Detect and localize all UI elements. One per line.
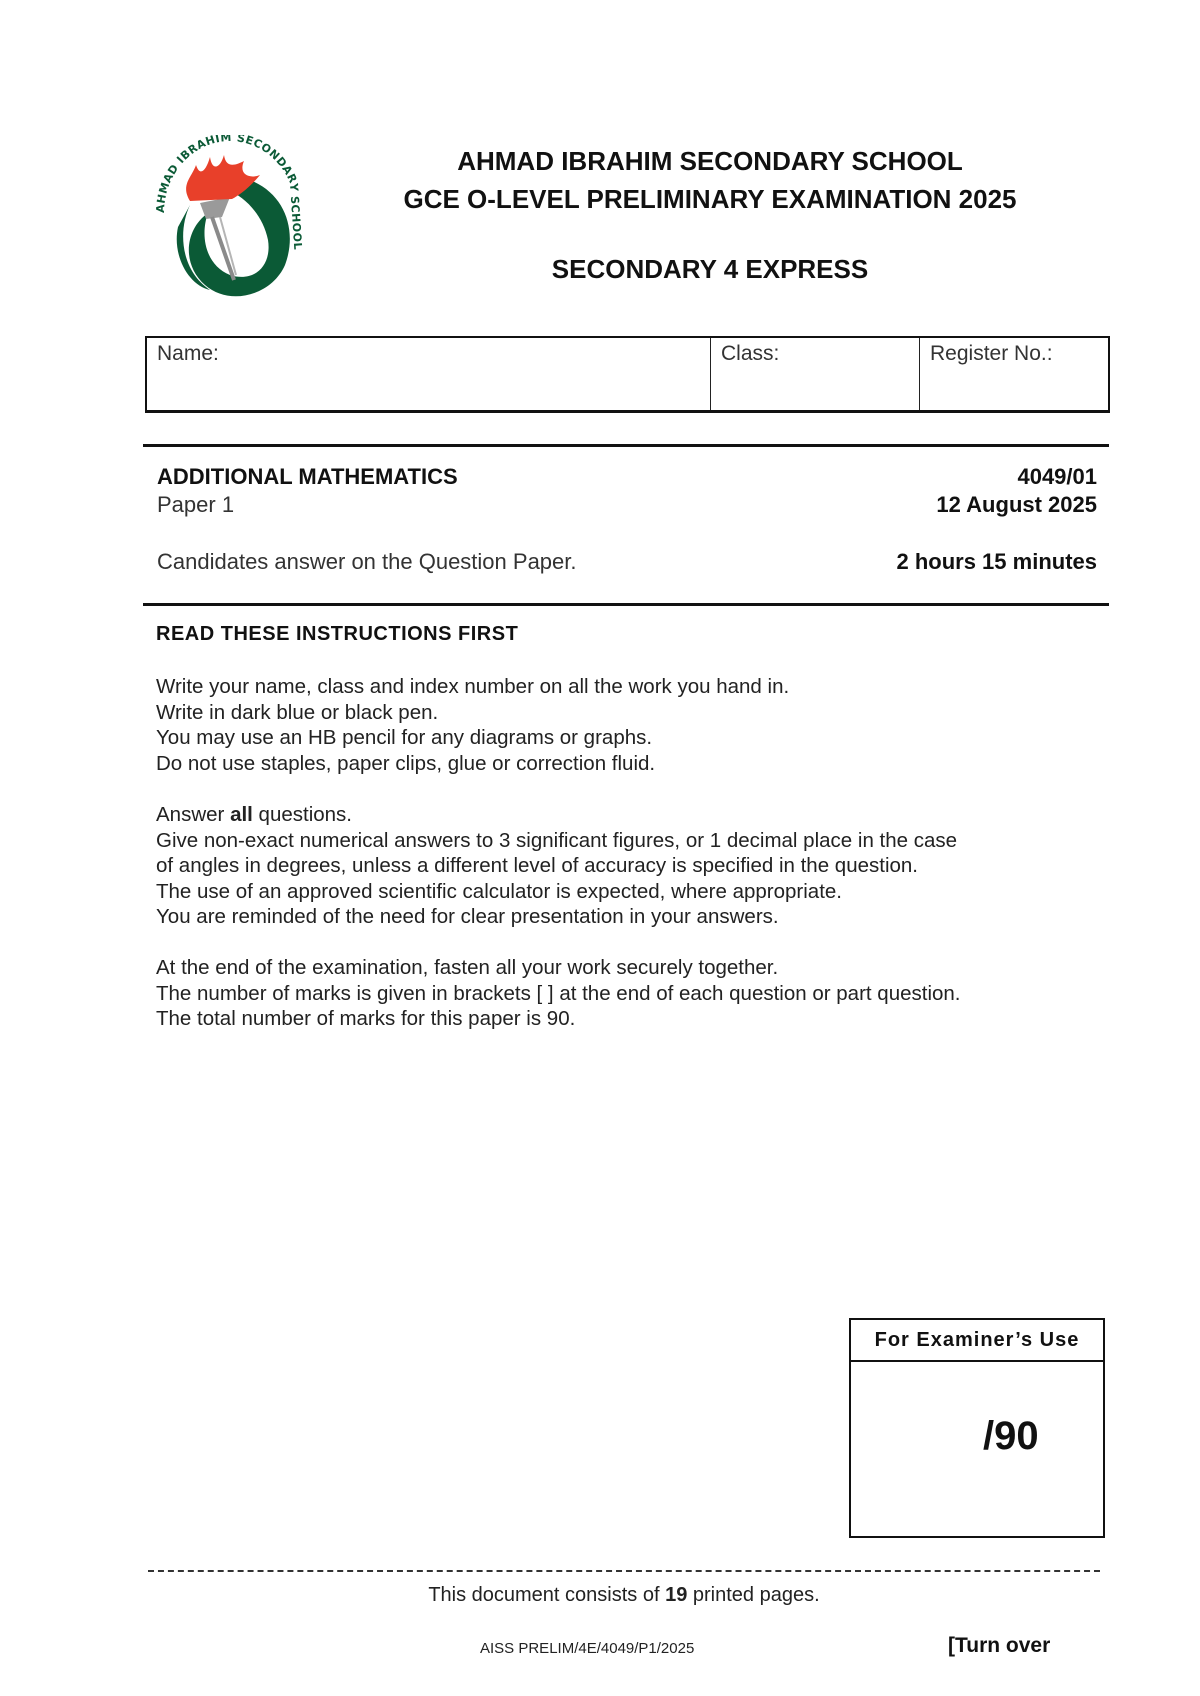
answer-suffix: questions. xyxy=(252,803,353,826)
examiner-use-box xyxy=(849,1318,1105,1538)
examiner-box-title: For Examiner’s Use xyxy=(851,1320,1103,1362)
instructions-block-2 xyxy=(156,802,1076,930)
paper-number: Paper 1 xyxy=(157,492,235,517)
class-label: Class: xyxy=(721,342,780,365)
instruction-line: The total number of marks for this paper is 90. xyxy=(156,1007,576,1030)
instruction-line: You are reminded of the need for clear presentation in your answers. xyxy=(156,905,779,928)
answer-note: Candidates answer on the Question Paper. xyxy=(157,549,577,574)
divider-bottom xyxy=(143,603,1109,606)
answer-emphasis: all xyxy=(230,803,253,826)
school-crest-icon xyxy=(150,135,310,300)
pages-prefix: This document consists of xyxy=(428,1584,666,1606)
divider-top xyxy=(143,444,1109,447)
document-code: AISS PRELIM/4E/4049/P1/2025 xyxy=(480,1640,695,1657)
crest-arc-text: AHMAD IBRAHIM SECONDARY SCHOOL xyxy=(153,135,305,251)
duration-row xyxy=(157,549,1097,575)
paper-row xyxy=(157,492,1097,518)
pages-count: 19 xyxy=(665,1584,688,1606)
instruction-line: The number of marks is given in brackets [ ] at the end of each question or part question. xyxy=(156,981,961,1005)
subject-title: ADDITIONAL MATHEMATICS xyxy=(157,464,458,489)
exam-date: 12 August 2025 xyxy=(936,492,1097,517)
name-label: Name: xyxy=(157,342,219,365)
instruction-line: At the end of the examination, fasten all your work securely together. xyxy=(156,956,779,979)
instructions-block-3 xyxy=(156,955,1076,1032)
instruction-line: Do not use staples, paper clips, glue or correction fluid. xyxy=(156,751,656,775)
level-title: SECONDARY 4 EXPRESS xyxy=(551,254,869,284)
turn-over-label: [Turn over xyxy=(948,1634,1051,1657)
instruction-line: Give non-exact numerical answers to 3 significant figures, or 1 decimal place in the case xyxy=(156,828,958,852)
answer-prefix: Answer xyxy=(156,803,231,826)
instruction-line: The use of an approved scientific calculator is expected, where appropriate. xyxy=(156,879,842,903)
answer-all-line xyxy=(156,802,1076,828)
instruction-line: You may use an HB pencil for any diagrams or graphs. xyxy=(156,726,653,749)
page-count-line xyxy=(148,1584,1100,1607)
footer-dashed-line xyxy=(148,1570,1100,1572)
instructions-block-1 xyxy=(156,674,1076,776)
exam-duration: 2 hours 15 minutes xyxy=(896,549,1097,574)
class-field[interactable] xyxy=(711,338,920,410)
instruction-line: Write your name, class and index number on all the work you hand in. xyxy=(156,675,790,698)
name-field[interactable] xyxy=(147,338,711,410)
pages-suffix: printed pages. xyxy=(687,1584,820,1606)
total-marks: /90 xyxy=(983,1414,1039,1458)
paper-code: 4049/01 xyxy=(1017,464,1097,489)
instruction-line: Write in dark blue or black pen. xyxy=(156,700,439,724)
exam-title: GCE O-LEVEL PRELIMINARY EXAMINATION 2025 xyxy=(403,184,1017,214)
instruction-line: of angles in degrees, unless a different level of accuracy is specified in the question. xyxy=(156,854,918,877)
register-no-field[interactable] xyxy=(920,338,1108,410)
candidate-details-box xyxy=(145,336,1110,413)
subject-row xyxy=(157,464,1097,490)
register-no-label: Register No.: xyxy=(930,342,1053,365)
school-name: AHMAD IBRAHIM SECONDARY SCHOOL xyxy=(457,146,963,176)
instructions-heading: READ THESE INSTRUCTIONS FIRST xyxy=(156,623,519,645)
